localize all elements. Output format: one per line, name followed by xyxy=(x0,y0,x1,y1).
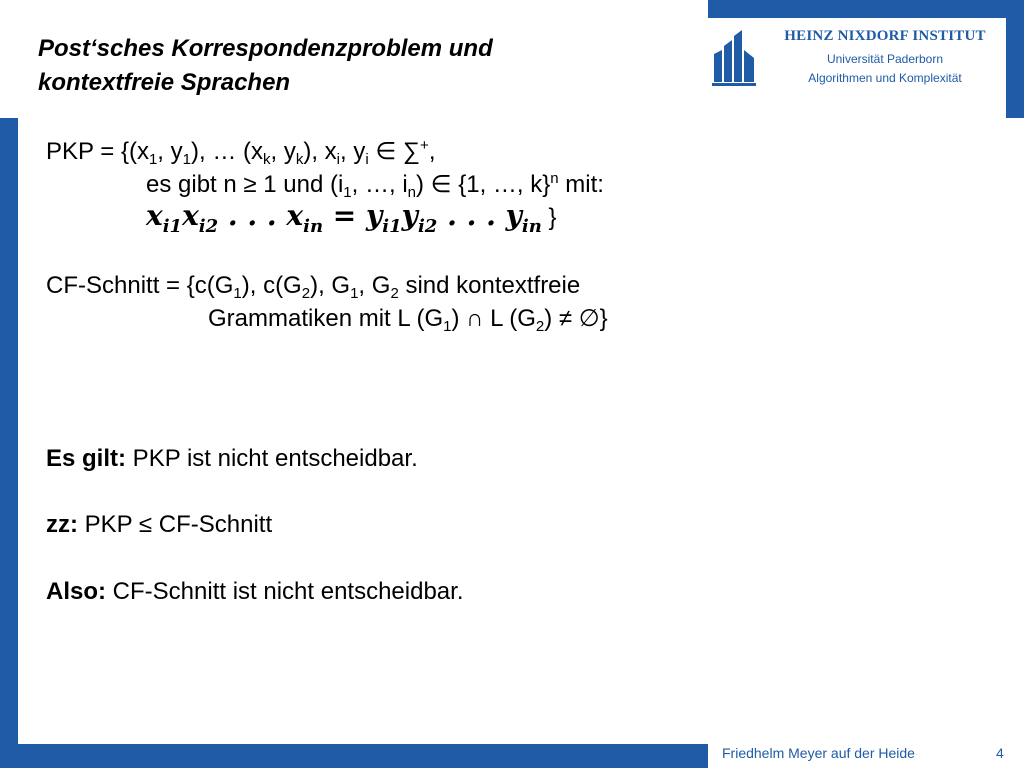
statement-es-gilt: Es gilt: PKP ist nicht entscheidbar. xyxy=(46,445,418,472)
pkp-definition-line-2: es gibt n ≥ 1 und ($i_1$, …, $i_n$) ∈ {1, …, k}$^n$ mit: xyxy=(146,170,604,201)
university-name: Universität Paderborn xyxy=(826,52,944,66)
institute-logo-icon xyxy=(712,28,756,86)
statement-zz: zz: PKP ≤ CF-Schnitt xyxy=(46,511,273,538)
slide-title xyxy=(38,32,678,100)
frame-bar-right xyxy=(1006,0,1024,118)
page-number: 4 xyxy=(996,745,1004,761)
institute-name: HEINZ NIXDORF INSTITUT xyxy=(784,28,986,44)
group-name: Algorithmen und Komplexität xyxy=(808,71,962,85)
footer-author: Friedhelm Meyer auf der Heide xyxy=(722,745,915,761)
pkp-definition-line-1: PKP = {($x_1$, $y_1$), … ($x_k$, $y_k$), $x_i$, $y_i$ ∈ ∑+, xyxy=(46,137,436,168)
frame-bar-bottom xyxy=(18,744,708,768)
frame-bar-top xyxy=(708,0,1024,18)
slide-title-line-2: kontextfreie Sprachen xyxy=(38,69,291,96)
cf-definition-line-2: Grammatiken mit L $(G_1)$ ∩ L $(G_2)$ ≠ ∅} xyxy=(208,305,608,335)
cf-definition-line-1: CF-Schnitt = {$c(G_1)$, $c(G_2)$, $G_1$, $G_2$ sind kontextfreie xyxy=(46,272,581,302)
statement-also: Also: CF-Schnitt ist nicht entscheidbar. xyxy=(46,578,464,605)
pkp-equation: $x_{i1}x_{i2}$ . . . $x_{in} = y_{i1}y_{i2}$ . . . $y_{in}$ } xyxy=(146,199,557,237)
frame-bar-left xyxy=(0,118,18,768)
slide-title-line-1: Post‘sches Korrespondenzproblem und xyxy=(38,35,493,62)
